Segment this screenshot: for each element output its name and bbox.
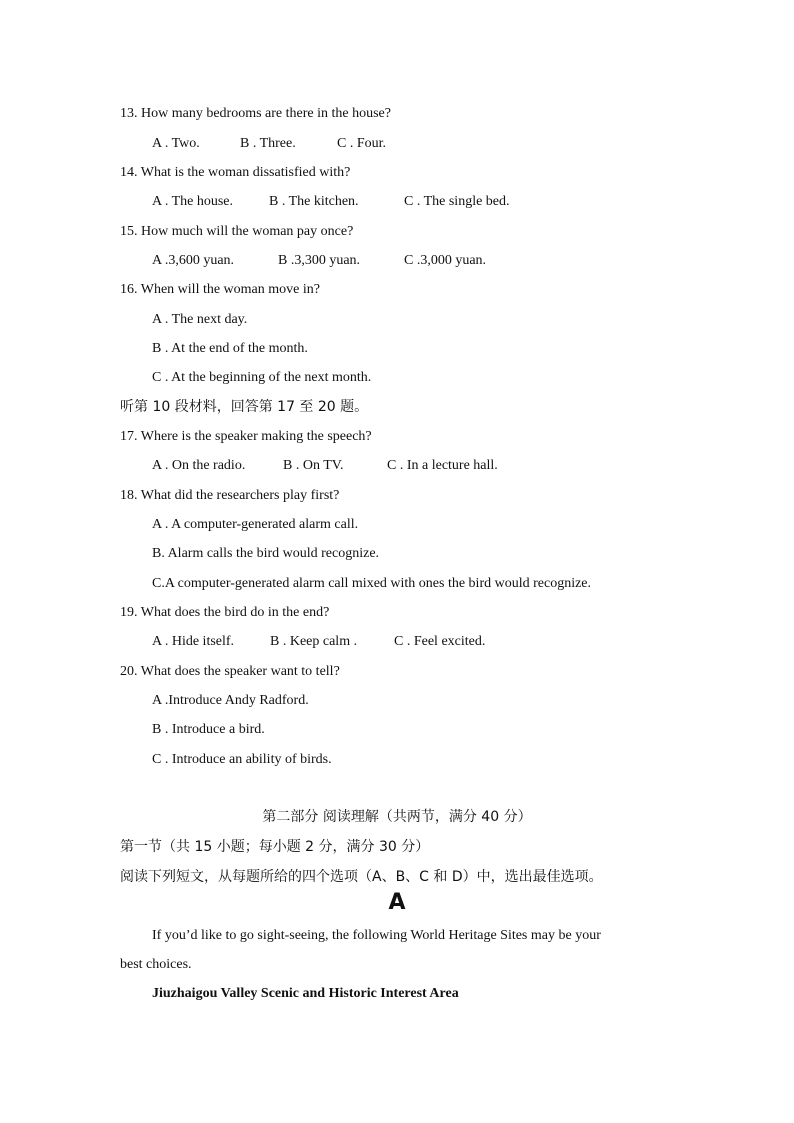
option-a: A . The house. — [152, 194, 234, 209]
passage-letter: A — [388, 890, 406, 915]
passage-heading: Jiuzhaigou Valley Scenic and Historic Interest Area — [152, 986, 459, 1001]
question-15: 15. How much will the woman pay once? — [120, 224, 354, 239]
option-b: B. Alarm calls the bird would recognize. — [152, 546, 380, 561]
question-19: 19. What does the bird do in the end? — [120, 605, 330, 620]
section-10-instruction: 听第 10 段材料，回答第 17 至 20 题。 — [120, 399, 369, 415]
question-19-options — [152, 633, 485, 651]
option-c: C.A computer-generated alarm call mixed with ones the bird would recognize. — [152, 576, 592, 591]
option-b: B . On TV. — [283, 458, 344, 473]
option-a: A .3,600 yuan. — [152, 253, 235, 268]
option-b: B . Three. — [240, 136, 296, 151]
option-a: A . On the radio. — [152, 458, 246, 473]
question-14: 14. What is the woman dissatisfied with? — [120, 165, 351, 180]
question-14-options — [152, 193, 510, 211]
passage-intro-line-2: best choices. — [120, 957, 192, 972]
option-a: A . Hide itself. — [152, 634, 235, 649]
option-c: C .3,000 yuan. — [404, 253, 487, 268]
passage-intro-line-1: If you’d like to go sight-seeing, the following World Heritage Sites may be your — [152, 928, 601, 943]
question-20: 20. What does the speaker want to tell? — [120, 664, 340, 679]
option-b: B . The kitchen. — [269, 194, 359, 209]
option-c: C . The single bed. — [404, 194, 510, 209]
question-13-options — [152, 135, 386, 153]
option-c: C . Feel excited. — [394, 634, 486, 649]
part-2-title: 第二部分 阅读理解（共两节，满分 40 分） — [262, 809, 532, 825]
question-18: 18. What did the researchers play first? — [120, 488, 340, 503]
section-1-heading: 第一节（共 15 小题；每小题 2 分，满分 30 分） — [120, 839, 430, 855]
question-17: 17. Where is the speaker making the speech? — [120, 429, 372, 444]
option-b: B . Keep calm . — [270, 634, 358, 649]
question-15-options — [152, 252, 486, 270]
option-c: C . In a lecture hall. — [387, 458, 498, 473]
option-b: B .3,300 yuan. — [278, 253, 361, 268]
option-c: C . Four. — [337, 136, 387, 151]
option-b: B . Introduce a bird. — [152, 722, 265, 737]
option-c: C . At the beginning of the next month. — [152, 370, 372, 385]
reading-instruction: 阅读下列短文，从每题所给的四个选项（A、B、C 和 D）中，选出最佳选项。 — [120, 869, 603, 885]
option-b: B . At the end of the month. — [152, 341, 308, 356]
option-a: A . Two. — [152, 136, 200, 151]
option-a: A .Introduce Andy Radford. — [152, 693, 309, 708]
option-c: C . Introduce an ability of birds. — [152, 752, 332, 767]
question-13: 13. How many bedrooms are there in the house? — [120, 106, 391, 121]
question-16: 16. When will the woman move in? — [120, 282, 320, 297]
option-a: A . The next day. — [152, 312, 248, 327]
question-17-options — [152, 457, 498, 475]
option-a: A . A computer-generated alarm call. — [152, 517, 359, 532]
